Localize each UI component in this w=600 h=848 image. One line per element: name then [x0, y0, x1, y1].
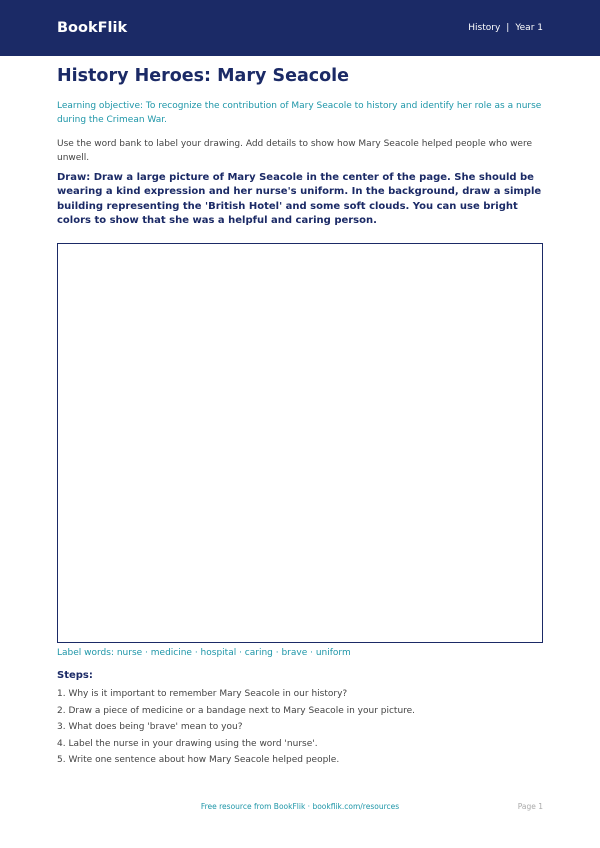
step-item: 2. Draw a piece of medicine or a bandage next to Mary Seacole in your picture.: [57, 705, 416, 716]
learning-objective: Learning objective: To recognize the contribution of Mary Seacole to history and identify her role as a nurse during the Crimean War.: [57, 101, 542, 125]
instructions-text: Use the word bank to label your drawing. Add details to show how Mary Seacole helped people who were unwell.: [57, 139, 533, 163]
footer-link[interactable]: Free resource from BookFlik · bookflik.com/resources: [200, 802, 400, 811]
steps-list: [57, 688, 547, 771]
page-number: Page 1: [517, 802, 543, 811]
top-bar: [0, 0, 600, 56]
steps-heading: Steps:: [57, 670, 93, 681]
brand-logo[interactable]: BookFlik: [57, 20, 128, 36]
step-item: 5. Write one sentence about how Mary Seacole helped people.: [57, 755, 340, 765]
year-label[interactable]: Year 1: [515, 23, 543, 33]
breadcrumb-separator: |: [506, 23, 510, 33]
step-item: 3. What does being 'brave' mean to you?: [57, 722, 243, 732]
label-word-bank: Label words: nurse · medicine · hospital · caring · brave · uniform: [57, 648, 351, 658]
step-item: 4. Label the nurse in your drawing using the word 'nurse'.: [57, 738, 318, 749]
drawing-area[interactable]: [57, 243, 543, 643]
subject-label[interactable]: History: [468, 23, 501, 33]
page-title: History Heroes: Mary Seacole: [57, 66, 350, 86]
step-item: 1. Why is it important to remember Mary Seacole in our history?: [57, 689, 348, 699]
draw-prompt: Draw: Draw a large picture of Mary Seacole in the center of the page. She should be wearing a kind expression and her nurse's uniform. In the background, draw a simple building representing the 'British Hotel' and some soft clouds. You can use bright colors to show that she was a helpful and caring person.: [57, 172, 542, 226]
breadcrumb: [468, 23, 543, 33]
